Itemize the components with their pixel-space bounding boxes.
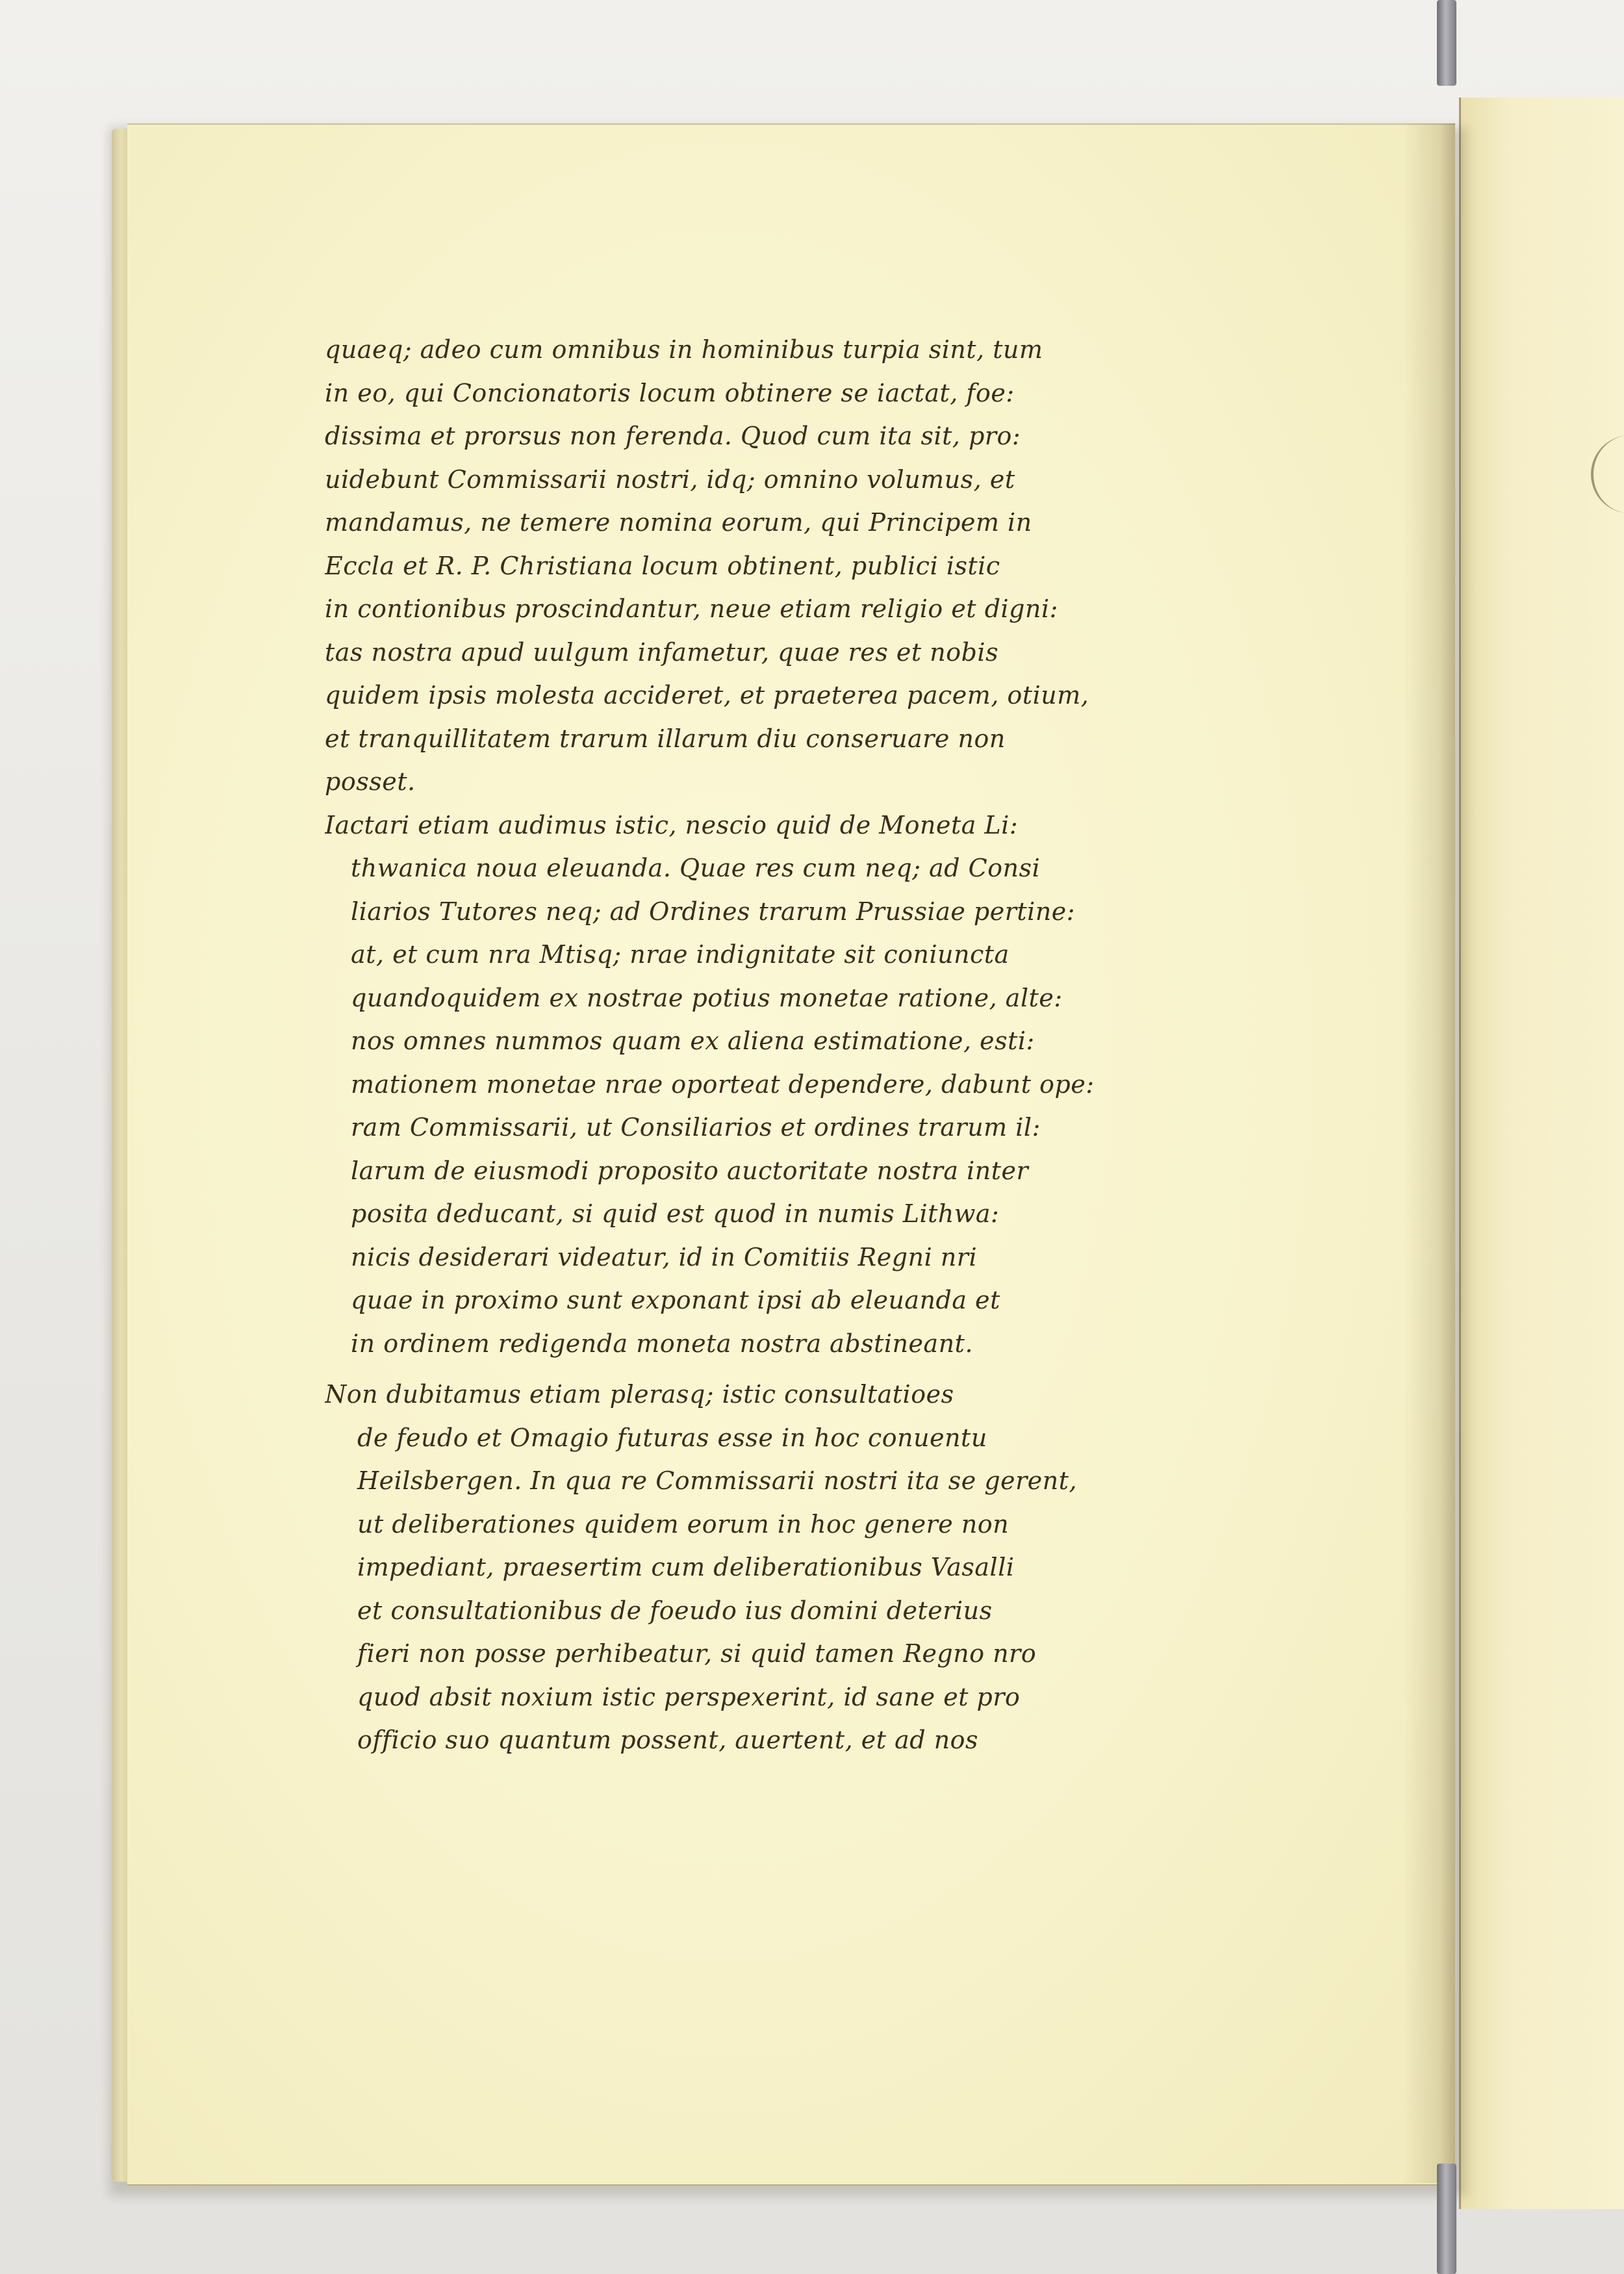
text-line: quandoquidem ex nostrae potius monetae ratione, alte: (351, 983, 1063, 1012)
facing-page-edge (1459, 97, 1624, 2209)
text-line: fieri non posse perhibeatur, si quid tamen Regno nro (357, 1639, 1037, 1668)
text-line: quae in proximo sunt exponant ipsi ab eleuanda et (351, 1286, 1000, 1314)
text-line: uidebunt Commissarii nostri, idq; omnino volumus, et (325, 465, 1015, 494)
text-line: mationem monetae nrae oporteat dependere, dabunt ope: (351, 1069, 1095, 1099)
text-line: quidem ipsis molesta accideret, et praeterea pacem, otium, (325, 681, 1089, 709)
book-clamp-bottom (1437, 2164, 1456, 2274)
text-line: ut deliberationes quidem eorum in hoc genere non (357, 1509, 1009, 1539)
text-line: posset. (325, 767, 416, 796)
paragraph (325, 328, 1247, 804)
text-line: thwanica noua eleuanda. Quae res cum neq; ad Consi (351, 854, 1041, 882)
text-line: de feudo et Omagio futuras esse in hoc conuentu (357, 1423, 987, 1452)
text-line: nicis desiderari videatur, id in Comitiis Regni nri (351, 1242, 978, 1271)
text-line: Iactari etiam audimus istic, nescio quid de Moneta Li: (325, 810, 1019, 839)
text-line: quaeq; adeo cum omnibus in hominibus turpia sint, tum (325, 335, 1043, 364)
paragraph (325, 804, 1247, 1366)
text-line: mandamus, ne temere nomina eorum, qui Principem in (325, 508, 1032, 537)
text-line: quod absit noxium istic perspexerint, id sane et pro (357, 1682, 1021, 1711)
text-line: liarios Tutores neq; ad Ordines trarum Prussiae pertine: (351, 897, 1076, 926)
text-line: in ordinem redigenda moneta nostra abstineant. (351, 1329, 974, 1358)
text-line: et consultationibus de foeudo ius domini deterius (357, 1596, 993, 1625)
text-line: nos omnes nummos quam ex aliena estimatione, esti: (351, 1027, 1035, 1055)
text-line: in contionibus proscindantur, neue etiam religio et digni: (325, 594, 1058, 623)
text-line: officio suo quantum possent, auertent, et ad nos (357, 1726, 979, 1754)
manuscript-text (325, 328, 1247, 1762)
text-line: impediant, praesertim cum deliberationibus Vasalli (357, 1553, 1015, 1581)
page-gutter-shadow (1403, 123, 1455, 2183)
text-line: Non dubitamus etiam plerasq; istic consultatioes (325, 1380, 954, 1409)
paragraph (325, 1373, 1247, 1762)
text-line: et tranquillitatem trarum illarum diu conseruare non (325, 724, 1006, 753)
text-line: at, et cum nra Mtisq; nrae indignitate sit coniuncta (351, 940, 1009, 969)
facing-page-ink-mark (1591, 435, 1624, 513)
text-line: Heilsbergen. In qua re Commissarii nostri ita se gerent, (357, 1466, 1078, 1495)
book-clamp-top (1437, 0, 1456, 86)
paragraph-spacer (325, 1365, 1247, 1373)
text-line: posita deducant, si quid est quod in numis Lithwa: (351, 1199, 1000, 1228)
text-line: dissima et prorsus non ferenda. Quod cum ita sit, pro: (325, 422, 1021, 450)
text-line: Eccla et R. P. Christiana locum obtinent, publici istic (325, 551, 1000, 580)
text-line: ram Commissarii, ut Consiliarios et ordines trarum il: (351, 1113, 1041, 1142)
text-line: larum de eiusmodi proposito auctoritate nostra inter (351, 1156, 1029, 1185)
text-line: tas nostra apud uulgum infametur, quae res et nobis (325, 637, 999, 667)
text-line: in eo, qui Concionatoris locum obtinere se iactat, foe: (325, 378, 1015, 407)
